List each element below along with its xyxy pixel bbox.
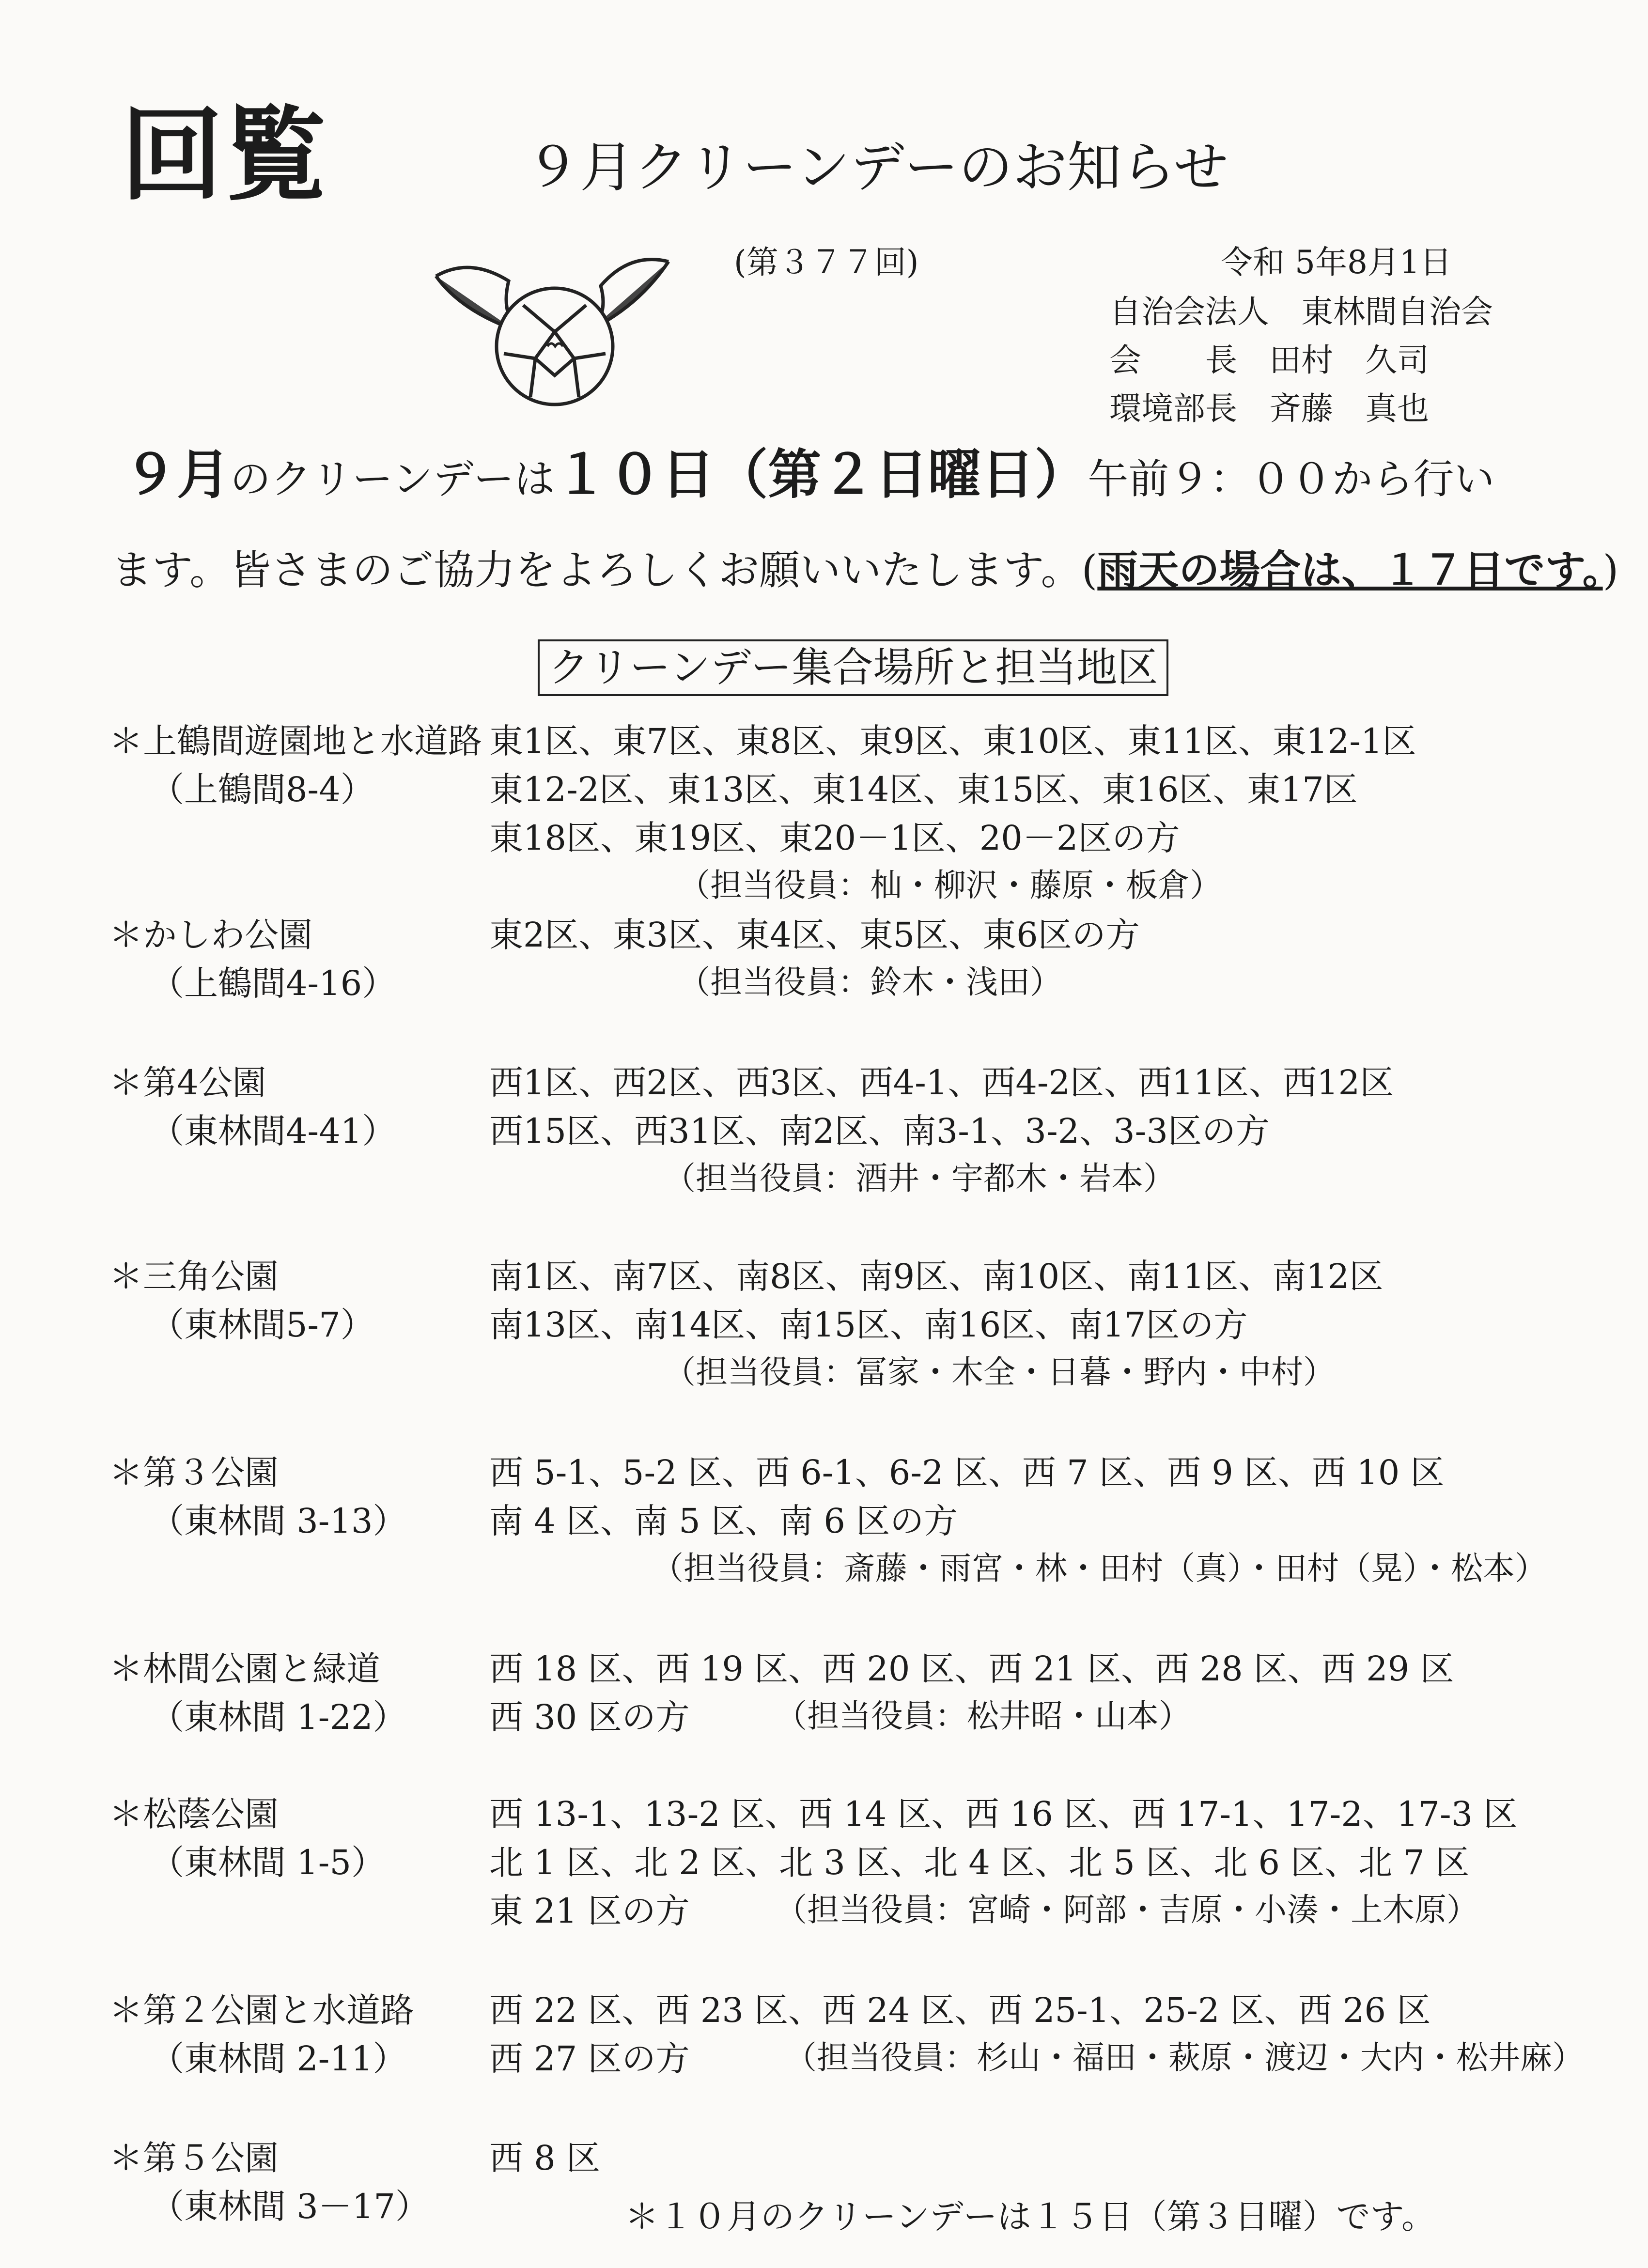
district-line: 東18区、東19区、東20－1区、20－2区の方 [489,818,1180,858]
location-name: ＊第4公園 [109,1063,266,1103]
chairperson: 会 長 田村 久司 [1109,342,1429,379]
environment-director: 環境部長 斉藤 真也 [1109,390,1429,427]
location-address: （東林間 1-22） [150,1697,407,1737]
location-address: （上鶴間4-16） [150,963,396,1003]
location-name: ＊第２公園と水道路 [109,1990,414,2030]
district-line: 南13区、南14区、南15区、南16区、南17区の方 [489,1305,1248,1345]
page-title: ９月クリーンデーのお知らせ [526,136,1228,199]
district-line: 西 22 区、西 23 区、西 24 区、西 25-1、25-2 区、西 26 区 [489,1990,1431,2030]
district-line: 西 8 区 [489,2138,601,2178]
district-line: 南 4 区、南 5 区、南 6 区の方 [489,1501,958,1541]
location-name: ＊第３公園 [109,1453,279,1492]
announcement-line-2: ます。皆さまのご協力をよろしくお願いいたします。(雨天の場合は、１７日です。) [111,546,1619,594]
district-line: 南1区、南7区、南8区、南9区、南10区、南11区、南12区 [489,1257,1384,1296]
next-month-footnote: ＊１０月のクリーンデーは１５日（第３日曜）です。 [625,2197,1435,2237]
location-address: （東林間 3-13） [150,1501,407,1541]
location-name: ＊かしわ公園 [109,915,312,955]
meeting-places-box-title: クリーンデー集合場所と担当地区 [538,639,1168,696]
district-line: 北 1 区、北 2 区、北 3 区、北 4 区、北 5 区、北 6 区、北 7 区 [489,1843,1470,1882]
location-address: （東林間 2-11） [150,2039,407,2079]
district-line: 西 5-1、5-2 区、西 6-1、6-2 区、西 7 区、西 9 区、西 10 区 [489,1453,1445,1492]
location-address: （上鶴間8-4） [150,770,374,809]
location-name: ＊林間公園と緑道 [109,1649,380,1689]
district-line: 東12-2区、東13区、東14区、東15区、東16区、東17区 [489,770,1358,809]
district-line: 西 18 区、西 19 区、西 20 区、西 21 区、西 28 区、西 29 区 [489,1649,1454,1689]
issue-number: (第３７７回) [734,244,919,281]
staff-in-charge: （担当役員：酒井・宇都木・岩本） [664,1160,1175,1197]
issue-date: 令和 5年8月1日 [1221,244,1452,281]
district-line: 西 30 区の方 [489,1697,690,1737]
staff-in-charge: （担当役員：杣・柳沢・藤原・板倉） [678,867,1222,904]
district-line: 西 27 区の方 [489,2039,690,2079]
kairan-heading: 回覧 [121,95,329,215]
staff-in-charge: （担当役員：冨家・木全・日暮・野内・中村） [664,1353,1335,1391]
location-name: ＊上鶴間遊園地と水道路 [109,721,482,761]
rain-date-note: 雨天の場合は、１７日です。 [1097,546,1603,594]
staff-in-charge: （担当役員：斎藤・雨宮・林・田村（真）・田村（晃）・松本） [652,1550,1547,1587]
announcement-line-1: ９月のクリーンデーは１０日（第２日曜日）午前９：００から行い [124,443,1495,506]
location-name: ＊第５公園 [109,2138,279,2178]
district-line: 西15区、西31区、南2区、南3-1、3-2、3-3区の方 [489,1111,1270,1151]
district-line: 西1区、西2区、西3区、西4-1、西4-2区、西11区、西12区 [489,1063,1394,1103]
staff-in-charge: （担当役員：松井昭・山本） [775,1697,1191,1735]
location-address: （東林間 1-5） [150,1843,385,1882]
district-line: 西 13-1、13-2 区、西 14 区、西 16 区、西 17-1、17-2、17-3 区 [489,1794,1518,1834]
district-line: 東2区、東3区、東4区、東5区、東6区の方 [489,915,1140,955]
staff-in-charge: （担当役員：宮崎・阿部・吉原・小湊・上木原） [775,1891,1478,1928]
location-address: （東林間5-7） [150,1305,374,1345]
district-line: 東1区、東7区、東8区、東9区、東10区、東11区、東12-1区 [489,721,1416,761]
location-name: ＊三角公園 [109,1257,279,1296]
mascot-logo-icon [426,242,678,417]
location-address: （東林間 3－17） [150,2187,429,2226]
location-name: ＊松蔭公園 [109,1794,279,1834]
district-line: 東 21 区の方 [489,1891,690,1931]
staff-in-charge: （担当役員：鈴木・浅田） [678,963,1062,1001]
location-address: （東林間4-41） [150,1111,396,1151]
organization-name: 自治会法人 東林間自治会 [1109,293,1493,330]
staff-in-charge: （担当役員：杉山・福田・萩原・渡辺・大内・松井麻） [785,2039,1584,2076]
